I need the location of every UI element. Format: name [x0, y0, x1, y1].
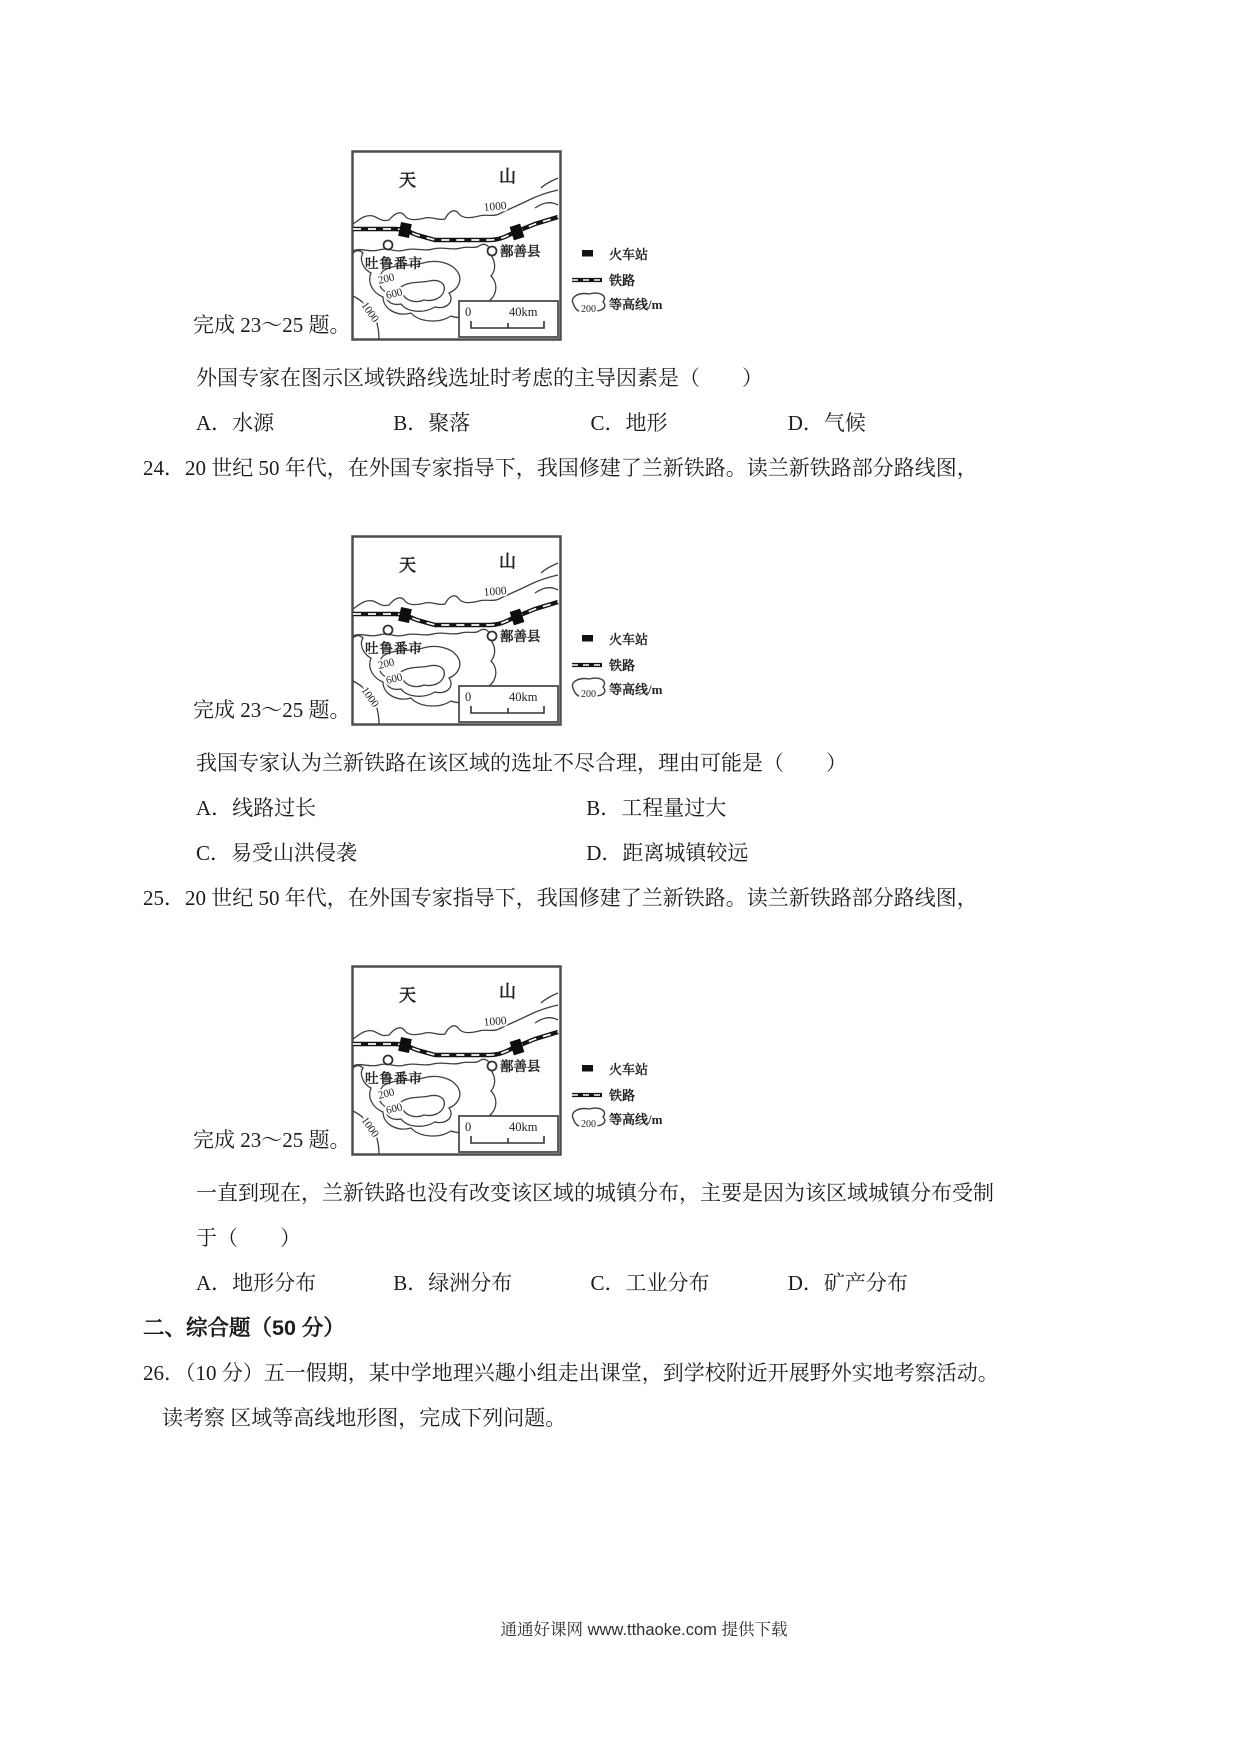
q25-stem-line1: 一直到现在，兰新铁路也没有改变该区域的城镇分布，主要是因为该区域城镇分布受制 — [196, 1181, 994, 1205]
q23-option-a: A．水源 — [196, 411, 275, 435]
legend-contour-value: 200 — [580, 304, 596, 315]
q23-option-c: C．地形 — [590, 411, 668, 435]
q24-options-row2 — [143, 831, 1145, 876]
contour-value-600: 600 — [384, 286, 404, 302]
q24-option-d: D．距离城镇较远 — [586, 841, 749, 865]
page-footer: 通通好课网 www.tthaoke.com 提供下载 — [500, 1621, 788, 1639]
q24-option-a: A．线路过长 — [196, 796, 317, 820]
contour-value-600: 600 — [384, 1101, 404, 1117]
legend-station-symbol — [582, 635, 593, 642]
q23-options — [143, 401, 1145, 446]
q26-line2: 读考察 区域等高线地形图，完成下列问题。 — [162, 1406, 567, 1430]
q25-stem-line2: 于（ ） — [196, 1226, 301, 1250]
q25-option-d: D．矿产分布 — [787, 1271, 908, 1295]
q23-option-d: D．气候 — [787, 411, 866, 435]
q25-option-b: B．绿洲分布 — [393, 1271, 513, 1295]
question-24-block — [143, 446, 1145, 876]
figure-row-q24 — [143, 535, 1145, 727]
shanshan-county-marker — [487, 632, 496, 641]
contour-value-1000: 1000 — [482, 1015, 507, 1029]
contour-value-1000-corner: 1000 — [358, 684, 381, 710]
legend-contour-label: 等高线/m — [608, 297, 662, 312]
legend-station-symbol — [582, 250, 593, 257]
map-label-tianshan-left: 天 — [398, 171, 416, 190]
q24-option-c: C．易受山洪侵袭 — [196, 841, 358, 865]
question-23-block — [143, 150, 1145, 446]
q25-option-a: A．地形分布 — [196, 1271, 317, 1295]
map-figure-slot-q24 — [351, 535, 707, 727]
question-25-block — [143, 876, 1145, 1306]
map-figure-slot-q23 — [351, 150, 707, 342]
turpan-city-marker — [383, 626, 392, 635]
scale-end-label: 40km — [508, 1120, 537, 1134]
legend-contour-value: 200 — [580, 1119, 596, 1130]
contour-value-200: 200 — [376, 656, 396, 672]
scale-start-label: 0 — [464, 305, 471, 319]
q24-lead: 24．20 世纪 50 年代，在外国专家指导下，我国修建了兰新铁路。读兰新铁路部分路线图， — [143, 456, 978, 480]
q24-stem: 我国专家认为兰新铁路在该区域的选址不尽合理，理由可能是（ ） — [196, 751, 847, 775]
route-map-figure — [351, 965, 707, 1157]
legend-station-symbol — [582, 1065, 593, 1072]
figure-row-q23 — [143, 150, 1145, 342]
contour-value-1000: 1000 — [482, 585, 507, 599]
shanshan-county-marker — [487, 247, 496, 256]
q24-options-row1 — [143, 786, 1145, 831]
map-label-tianshan-left: 天 — [398, 556, 416, 575]
q25-options — [143, 1261, 1145, 1306]
legend-railway-label: 铁路 — [608, 1088, 635, 1103]
map-figure-slot-q25 — [351, 965, 707, 1157]
question-26-block — [143, 1351, 1145, 1441]
legend-railway-label: 铁路 — [608, 273, 635, 288]
legend-contour-label: 等高线/m — [608, 682, 662, 697]
legend-station-label: 火车站 — [608, 247, 648, 262]
turpan-city-label: 吐鲁番市 — [364, 1071, 423, 1086]
shanshan-county-label: 鄯善县 — [499, 244, 540, 259]
turpan-city-marker — [383, 1056, 392, 1065]
legend-contour-label: 等高线/m — [608, 1112, 662, 1127]
shanshan-county-label: 鄯善县 — [499, 1059, 540, 1074]
scale-start-label: 0 — [464, 1120, 471, 1134]
q24-option-b: B．工程量过大 — [586, 796, 727, 820]
q23-stem: 外国专家在图示区域铁路线选址时考虑的主导因素是（ ） — [196, 366, 763, 390]
contour-value-200: 200 — [376, 1086, 396, 1102]
turpan-city-label: 吐鲁番市 — [364, 641, 423, 656]
figure-caption-q23: 完成 23～25 题。 — [193, 313, 351, 337]
map-label-tianshan-right: 山 — [498, 552, 516, 571]
map-label-tianshan-left: 天 — [398, 986, 416, 1005]
legend-station-label: 火车站 — [608, 632, 648, 647]
q23-option-b: B．聚落 — [393, 411, 471, 435]
legend-railway-label: 铁路 — [608, 658, 635, 673]
shanshan-county-marker — [487, 1062, 496, 1071]
route-map-figure — [351, 150, 707, 342]
turpan-city-marker — [383, 241, 392, 250]
scale-end-label: 40km — [508, 305, 537, 319]
turpan-city-label: 吐鲁番市 — [364, 256, 423, 271]
section-2-heading: 二、综合题（50 分） — [143, 1316, 345, 1340]
figure-caption-q24: 完成 23～25 题。 — [193, 698, 351, 722]
contour-value-1000-corner: 1000 — [358, 299, 381, 325]
q26-line1: 26．（10 分）五一假期，某中学地理兴趣小组走出课堂，到学校附近开展野外实地考察活动。 — [143, 1361, 999, 1385]
contour-value-1000-corner: 1000 — [358, 1114, 381, 1140]
contour-value-200: 200 — [376, 271, 396, 287]
figure-row-q25 — [143, 965, 1145, 1157]
map-label-tianshan-right: 山 — [498, 982, 516, 1001]
route-map-figure — [351, 535, 707, 727]
map-label-tianshan-right: 山 — [498, 167, 516, 186]
scale-start-label: 0 — [464, 690, 471, 704]
legend-station-label: 火车站 — [608, 1062, 648, 1077]
scale-end-label: 40km — [508, 690, 537, 704]
legend-contour-value: 200 — [580, 689, 596, 700]
figure-caption-q25: 完成 23～25 题。 — [193, 1128, 351, 1152]
shanshan-county-label: 鄯善县 — [499, 629, 540, 644]
q25-lead: 25．20 世纪 50 年代，在外国专家指导下，我国修建了兰新铁路。读兰新铁路部分路线图， — [143, 886, 978, 910]
q25-option-c: C．工业分布 — [590, 1271, 710, 1295]
contour-value-600: 600 — [384, 671, 404, 687]
contour-value-1000: 1000 — [482, 200, 507, 214]
